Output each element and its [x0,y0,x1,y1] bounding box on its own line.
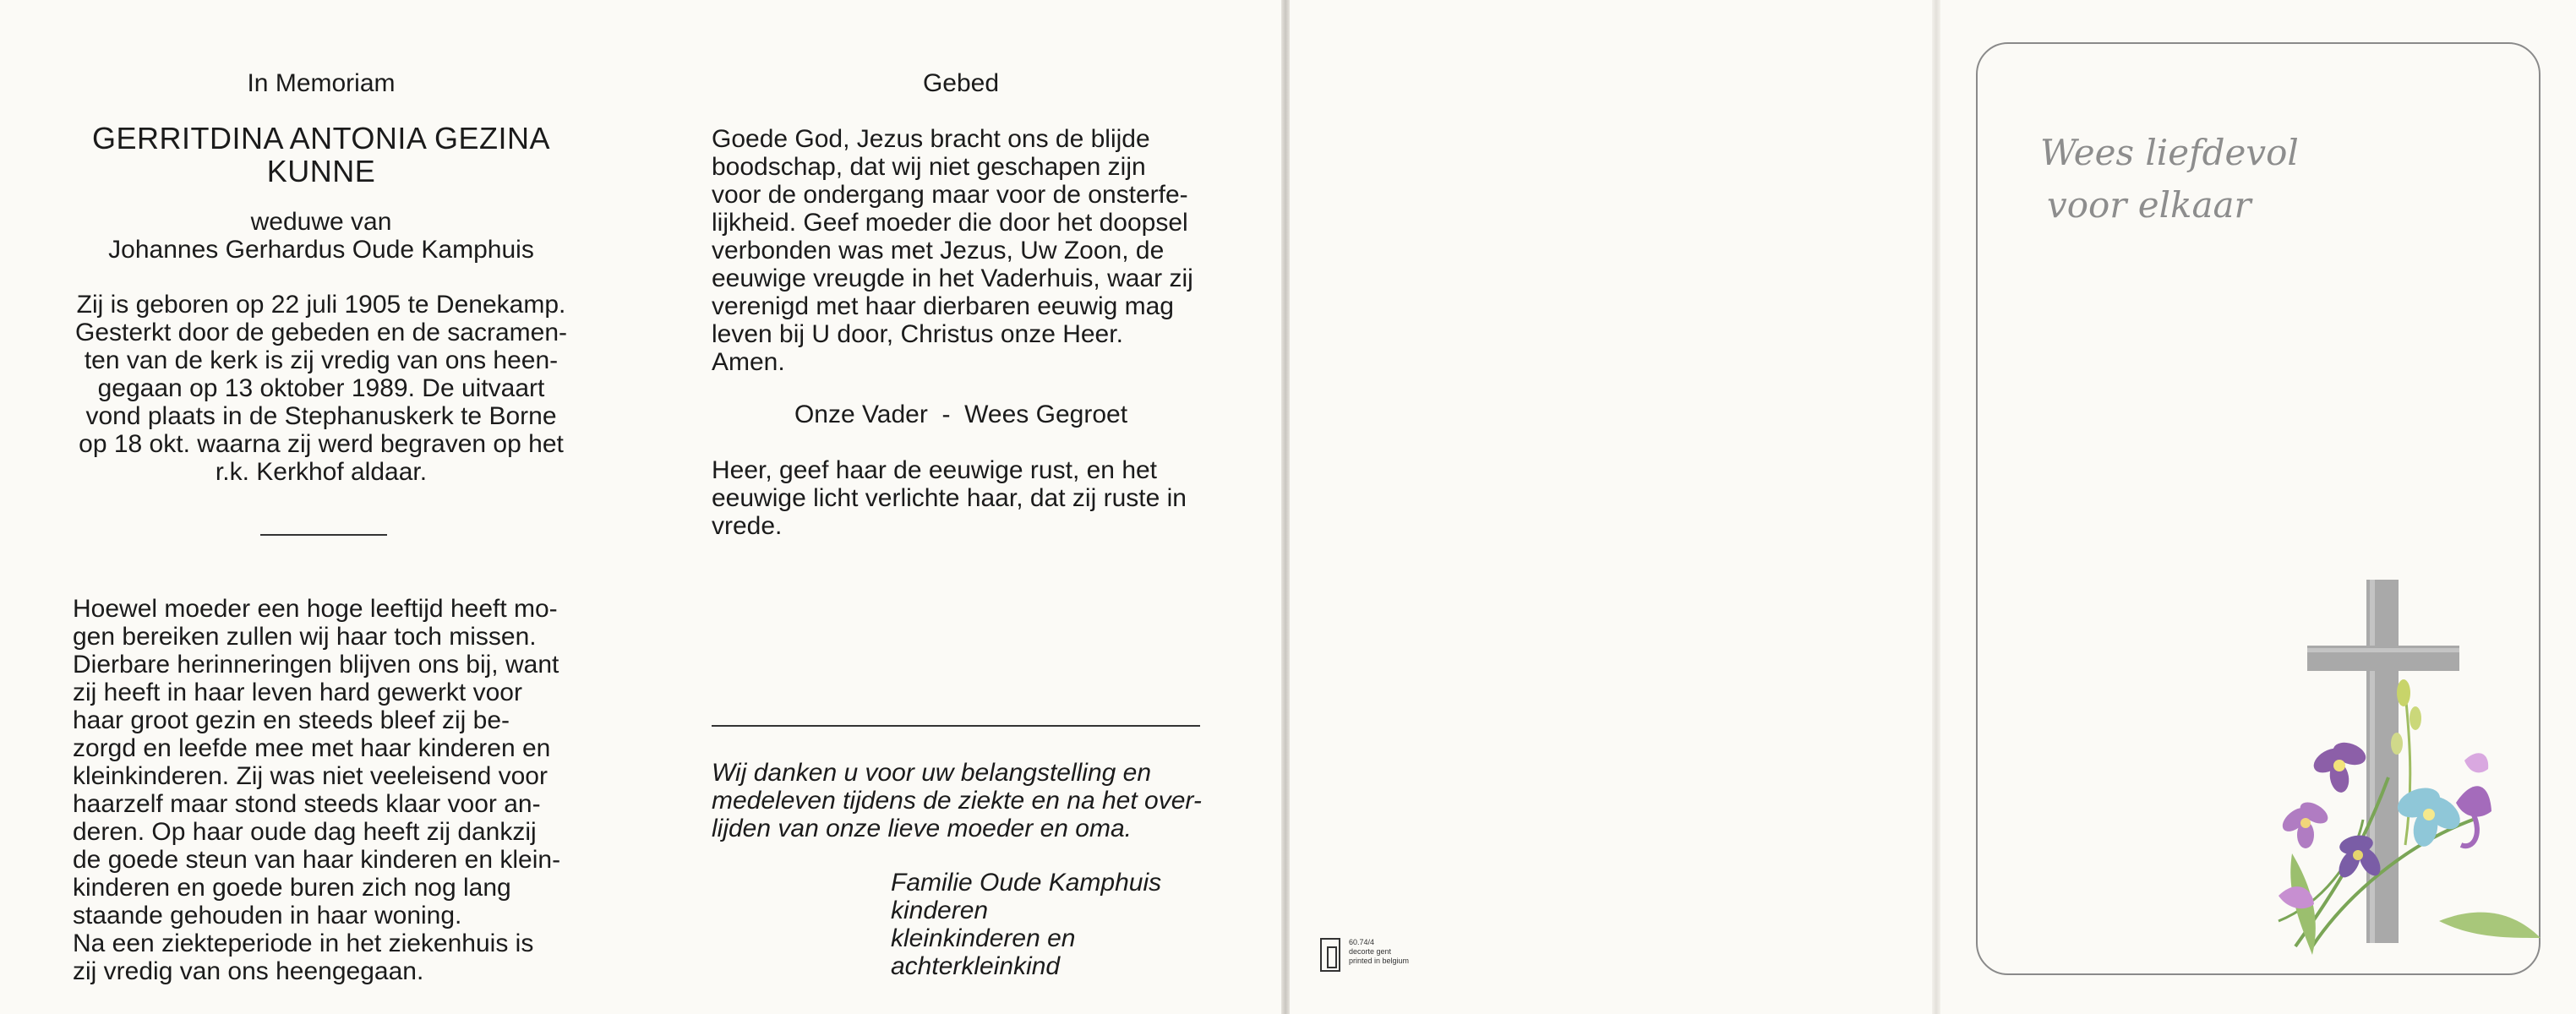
family-signature [891,869,1212,980]
tribute-line: haarzelf maar stond steeds klaar voor an- [73,790,541,818]
card-fold [1281,0,1290,1014]
card-fold [1932,0,1940,1014]
tribute-line: deren. Op haar oude dag heeft zij dankzij [73,818,537,846]
deceased-name-line2: KUNNE [266,154,376,188]
flower-bouquet [2279,679,2541,955]
family-line: kinderen [891,897,989,924]
tribute-line: Na een ziekteperiode in het ziekenhuis is [73,930,534,957]
page-cover [1940,0,2576,1014]
prayer-line: verenigd met haar dierbaren eeuwig mag [712,292,1174,320]
tribute-line: zorgd en leefde mee met haar kinderen en [73,734,551,762]
tribute-line: zij vredig van ons heengegaan. [73,957,424,985]
bio-line: ten van de kerk is zij vredig van ons heen- [84,346,559,374]
bio-line: gegaan op 13 oktober 1989. De uitvaart [97,374,545,402]
page-blank-back [1290,0,1940,1014]
closing-line: Heer, geef haar de eeuwige rust, en het [712,456,1158,484]
prayer-line: Amen. [712,348,785,376]
bio-line: r.k. Kerkhof aldaar. [215,458,428,486]
thanks-line: medeleven tijdens de ziekte en na het over- [712,787,1202,815]
cross-and-flowers [2262,566,2541,963]
printer-logo-icon [1320,938,1340,972]
motto-line2: voor elkaar [2047,184,2251,226]
tribute-line: Hoewel moeder een hoge leeftijd heeft mo- [73,595,558,623]
bio-line: op 18 okt. waarna zij werd begraven op het [79,430,564,458]
cover-motto [2040,127,2299,232]
thanks-line: Wij danken u voor uw belangstelling en [712,759,1152,787]
tribute-text [73,595,570,985]
motto-line1: Wees liefdevol [2040,132,2299,173]
printer-info [1349,938,1442,966]
biography [73,291,570,486]
page-in-memoriam [0,0,641,1014]
tribute-line: haar groot gezin en steeds bleef zij be- [73,706,510,734]
prayer-line: verbonden was met Jezus, Uw Zoon, de [712,237,1165,264]
prayer-line: Goede God, Jezus bracht ons de blijde [712,125,1150,153]
deceased-name-line1: GERRITDINA ANTONIA GEZINA [92,121,550,155]
tribute-line: Dierbare herinneringen blijven ons bij, want [73,651,559,679]
thanks-text [712,759,1210,842]
printer-name: decorte gent [1349,947,1392,956]
deceased-name [73,122,570,188]
section-divider [260,534,387,536]
prayer-line: lijkheid. Geef moeder die door het doopsel [712,209,1188,237]
tribute-line: gen bereiken zullen wij haar toch missen. [73,623,537,651]
widow-label: weduwe van [250,208,392,236]
section-divider [712,725,1200,727]
prayer-line: leven bij U door, Christus onze Heer. [712,320,1123,348]
prayer-line: boodschap, dat wij niet geschapen zijn [712,153,1146,181]
closing-line: vrede. [712,512,783,540]
thanks-line: lijden van onze lieve moeder en oma. [712,815,1132,842]
prayer-closing [712,456,1210,540]
prayer-header: Gebed [922,69,1000,97]
family-line: achterkleinkind [891,952,1061,980]
family-line: Familie Oude Kamphuis [891,869,1162,897]
tribute-line: de goede steun van haar kinderen en klein- [73,846,561,874]
spouse-name: Johannes Gerhardus Oude Kamphuis [108,236,534,264]
prayer-line: eeuwige vreugde in het Vaderhuis, waar zij [712,264,1193,292]
printer-origin: printed in belgium [1349,957,1410,965]
prayer-text [712,125,1210,376]
widow-block [73,208,570,264]
prayer-subtitle: Onze Vader - Wees Gegroet [794,401,1128,428]
printer-code: 60.74/4 [1349,938,1375,946]
tribute-line: staande gehouden in haar woning. [73,902,462,930]
family-line: kleinkinderen en [891,924,1076,952]
page-prayer [641,0,1281,1014]
bio-line: Gesterkt door de gebeden en de sacramen- [74,319,568,346]
prayer-line: voor de ondergang maar voor de onsterfe- [712,181,1188,209]
closing-line: eeuwige licht verlichte haar, dat zij ruste in [712,484,1187,512]
tribute-line: kinderen en goede buren zich nog lang [73,874,511,902]
bio-line: Zij is geboren op 22 juli 1905 te Denekamp. [76,291,566,319]
memoriam-header: In Memoriam [247,69,396,97]
tribute-line: kleinkinderen. Zij was niet veeleisend voor [73,762,548,790]
tribute-line: zij heeft in haar leven hard gewerkt voor [73,679,522,706]
bio-line: vond plaats in de Stephanuskerk te Borne [85,402,557,430]
